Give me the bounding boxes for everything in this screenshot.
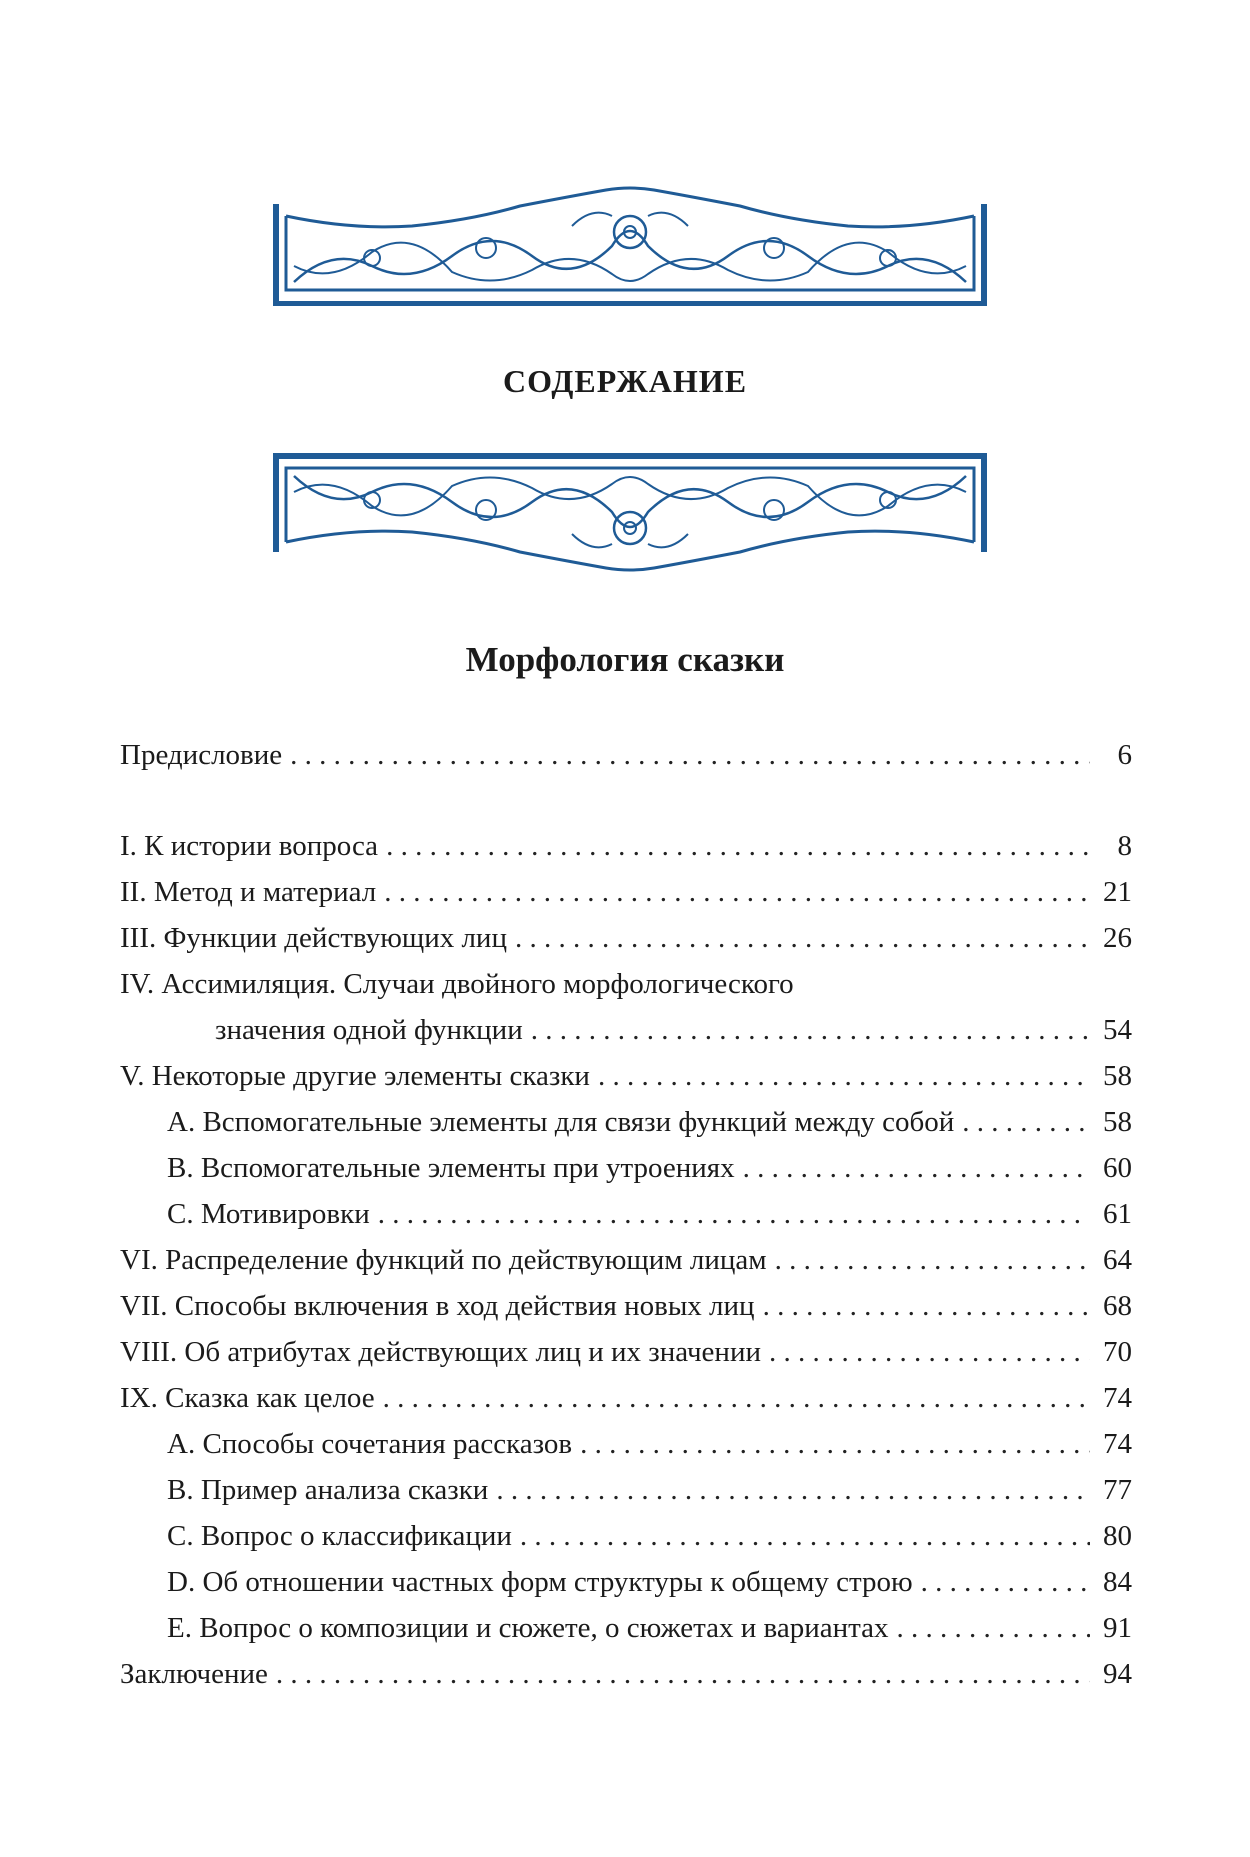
dot-leader bbox=[276, 1651, 1090, 1697]
dot-leader bbox=[386, 823, 1090, 869]
dot-leader bbox=[378, 1191, 1090, 1237]
dot-leader bbox=[520, 1513, 1090, 1559]
toc-entry-label: D. Об отношении частных форм структуры к общему строю bbox=[167, 1566, 913, 1598]
table-of-contents bbox=[120, 732, 1132, 1697]
toc-entry[interactable] bbox=[120, 1329, 1132, 1375]
toc-entry-label: II. Метод и материал bbox=[120, 876, 377, 908]
toc-entry[interactable] bbox=[120, 1237, 1132, 1283]
toc-entry-page: 58 bbox=[1103, 1106, 1132, 1138]
dot-leader bbox=[496, 1467, 1090, 1513]
toc-entry-page: 84 bbox=[1103, 1566, 1132, 1598]
toc-entry-page: 80 bbox=[1103, 1520, 1132, 1552]
ornament-bottom bbox=[272, 452, 988, 574]
dot-leader bbox=[515, 915, 1090, 961]
toc-entry-page: 91 bbox=[1103, 1612, 1132, 1644]
toc-subentry[interactable] bbox=[120, 1467, 1132, 1513]
toc-entry-label: VI. Распределение функций по действующим лицам bbox=[120, 1244, 767, 1276]
toc-entry-label: Предисловие bbox=[120, 739, 283, 771]
dot-leader bbox=[763, 1283, 1090, 1329]
toc-subentry[interactable] bbox=[120, 1513, 1132, 1559]
toc-entry[interactable] bbox=[120, 823, 1132, 869]
toc-entry-page: 6 bbox=[1117, 739, 1132, 771]
dot-leader bbox=[580, 1421, 1090, 1467]
toc-entry-page: 26 bbox=[1103, 922, 1132, 954]
contents-heading: СОДЕРЖАНИЕ bbox=[502, 363, 748, 399]
dot-leader bbox=[921, 1559, 1090, 1605]
toc-entry-page: 77 bbox=[1103, 1474, 1132, 1506]
toc-entry-label: C. Вопрос о классификации bbox=[167, 1520, 512, 1552]
toc-entry-continuation[interactable] bbox=[120, 1007, 1132, 1053]
toc-entry-label: III. Функции действующих лиц bbox=[120, 922, 507, 954]
toc-entry-label: V. Некоторые другие элементы сказки bbox=[120, 1060, 590, 1092]
dot-leader bbox=[897, 1605, 1090, 1651]
toc-entry[interactable] bbox=[120, 869, 1132, 915]
toc-subentry[interactable] bbox=[120, 1605, 1132, 1651]
toc-subentry[interactable] bbox=[120, 1559, 1132, 1605]
toc-entry[interactable] bbox=[120, 1651, 1132, 1697]
toc-entry-label: E. Вопрос о композиции и сюжете, о сюжетах и вариантах bbox=[167, 1612, 889, 1644]
toc-entry-label: VIII. Об атрибутах действующих лиц и их значении bbox=[120, 1336, 761, 1368]
ornament-top bbox=[272, 186, 988, 306]
toc-entry-page: 94 bbox=[1103, 1658, 1132, 1690]
toc-entry[interactable] bbox=[120, 915, 1132, 961]
dot-leader bbox=[290, 732, 1090, 778]
toc-entry-label: IV. Ассимиляция. Случаи двойного морфологического bbox=[120, 968, 794, 1000]
toc-entry[interactable] bbox=[120, 961, 1132, 1007]
toc-entry-page: 74 bbox=[1103, 1428, 1132, 1460]
dot-leader bbox=[769, 1329, 1090, 1375]
toc-entry-page: 74 bbox=[1103, 1382, 1132, 1414]
toc-entry[interactable] bbox=[120, 1283, 1132, 1329]
dot-leader bbox=[383, 1375, 1090, 1421]
toc-entry[interactable] bbox=[120, 732, 1132, 778]
toc-entry-page: 60 bbox=[1103, 1152, 1132, 1184]
toc-entry-page: 58 bbox=[1103, 1060, 1132, 1092]
book-title: Морфология сказки bbox=[465, 640, 785, 679]
toc-entry-page: 8 bbox=[1117, 830, 1132, 862]
dot-leader bbox=[531, 1007, 1090, 1053]
dot-leader bbox=[962, 1099, 1090, 1145]
toc-entry-page: 61 bbox=[1103, 1198, 1132, 1230]
toc-subentry[interactable] bbox=[120, 1145, 1132, 1191]
toc-entry[interactable] bbox=[120, 1375, 1132, 1421]
toc-entry-page: 70 bbox=[1103, 1336, 1132, 1368]
toc-entry-label: C. Мотивировки bbox=[167, 1198, 370, 1230]
toc-entry-page: 64 bbox=[1103, 1244, 1132, 1276]
toc-entry-label: B. Вспомогательные элементы при утроениях bbox=[167, 1152, 735, 1184]
toc-entry-label: B. Пример анализа сказки bbox=[167, 1474, 489, 1506]
toc-entry-page: 54 bbox=[1103, 1014, 1132, 1046]
toc-entry-page: 21 bbox=[1103, 876, 1132, 908]
toc-entry-label: VII. Способы включения в ход действия новых лиц bbox=[120, 1290, 755, 1322]
toc-subentry[interactable] bbox=[120, 1191, 1132, 1237]
toc-entry-label: Заключение bbox=[120, 1658, 268, 1690]
dot-leader bbox=[598, 1053, 1090, 1099]
toc-entry-page: 68 bbox=[1103, 1290, 1132, 1322]
toc-subentry[interactable] bbox=[120, 1099, 1132, 1145]
toc-entry-label: A. Вспомогательные элементы для связи функций между собой bbox=[167, 1106, 955, 1138]
toc-entry[interactable] bbox=[120, 1053, 1132, 1099]
toc-entry-label: A. Способы сочетания рассказов bbox=[167, 1428, 573, 1460]
dot-leader bbox=[384, 869, 1090, 915]
dot-leader bbox=[743, 1145, 1090, 1191]
dot-leader bbox=[775, 1237, 1090, 1283]
toc-subentry[interactable] bbox=[120, 1421, 1132, 1467]
toc-entry-label: значения одной функции bbox=[215, 1014, 523, 1046]
toc-entry-label: IX. Сказка как целое bbox=[120, 1382, 375, 1414]
toc-entry-label: I. К истории вопроса bbox=[120, 830, 379, 862]
